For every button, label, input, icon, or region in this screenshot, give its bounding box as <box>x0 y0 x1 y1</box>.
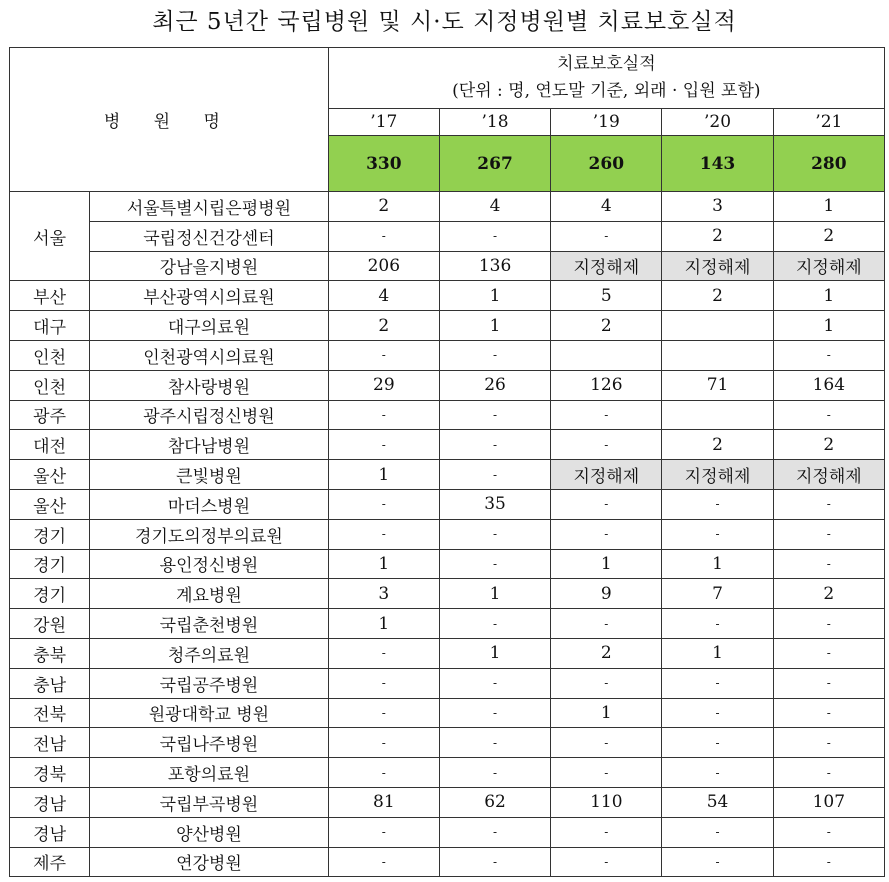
page-title: 최근 5년간 국립병원 및 시·도 지정병원별 치료보호실적 <box>152 9 737 35</box>
region-cell: 대구 <box>10 311 90 341</box>
region-cell: 부산 <box>10 281 90 311</box>
value-cell: 3 <box>662 192 773 222</box>
value-cell: - <box>551 400 662 430</box>
hospital-cell: 포항의료원 <box>90 758 329 788</box>
table-row <box>10 221 885 251</box>
hospital-cell: 참다남병원 <box>90 430 329 460</box>
value-cell: 4 <box>328 281 439 311</box>
table-row <box>10 609 885 639</box>
table-row <box>10 668 885 698</box>
table-row <box>10 251 885 281</box>
hospital-cell: 마더스병원 <box>90 489 329 519</box>
value-cell: - <box>328 519 439 549</box>
value-cell: 9 <box>551 579 662 609</box>
value-cell: - <box>773 609 884 639</box>
region-cell: 경남 <box>10 787 90 817</box>
hospital-name-header: 병 원 명 <box>10 48 329 192</box>
year-total: 330 <box>328 136 439 192</box>
hospital-cell: 용인정신병원 <box>90 549 329 579</box>
hospital-cell: 국립공주병원 <box>90 668 329 698</box>
value-cell: 2 <box>662 430 773 460</box>
region-cell: 광주 <box>10 400 90 430</box>
value-cell: - <box>662 698 773 728</box>
hospital-cell: 국립정신건강센터 <box>90 221 329 251</box>
table-row <box>10 817 885 847</box>
table-row <box>10 847 885 877</box>
value-cell: - <box>773 698 884 728</box>
value-cell: 1 <box>328 609 439 639</box>
value-cell: - <box>439 221 550 251</box>
value-cell: 지정해제 <box>551 251 662 281</box>
value-cell: - <box>439 549 550 579</box>
value-cell: 2 <box>328 192 439 222</box>
value-cell <box>551 340 662 370</box>
value-cell: - <box>662 519 773 549</box>
region-cell: 대전 <box>10 430 90 460</box>
value-cell: - <box>773 638 884 668</box>
value-cell: - <box>328 400 439 430</box>
value-cell: - <box>439 728 550 758</box>
table-row <box>10 787 885 817</box>
table-row <box>10 430 885 460</box>
region-cell: 전북 <box>10 698 90 728</box>
region-cell: 서울 <box>10 192 90 281</box>
year-header: ’20 <box>662 109 773 136</box>
region-cell: 충남 <box>10 668 90 698</box>
value-cell: 1 <box>439 281 550 311</box>
value-cell: - <box>773 400 884 430</box>
region-cell: 인천 <box>10 340 90 370</box>
value-cell: 지정해제 <box>551 460 662 490</box>
year-total: 280 <box>773 136 884 192</box>
hospital-cell: 국립부곡병원 <box>90 787 329 817</box>
value-cell: - <box>662 728 773 758</box>
table-row <box>10 400 885 430</box>
hospital-cell: 강남을지병원 <box>90 251 329 281</box>
value-cell: - <box>439 668 550 698</box>
region-cell: 경기 <box>10 519 90 549</box>
hospital-cell: 서울특별시립은평병원 <box>90 192 329 222</box>
value-cell: - <box>662 668 773 698</box>
hospital-cell: 계요병원 <box>90 579 329 609</box>
year-header: ’18 <box>439 109 550 136</box>
value-cell: - <box>328 340 439 370</box>
region-cell: 경기 <box>10 549 90 579</box>
value-cell: 35 <box>439 489 550 519</box>
value-cell: - <box>773 668 884 698</box>
value-cell: - <box>439 758 550 788</box>
value-cell: - <box>439 430 550 460</box>
value-cell: 26 <box>439 370 550 400</box>
value-cell: - <box>773 549 884 579</box>
value-cell <box>662 311 773 341</box>
region-cell: 울산 <box>10 460 90 490</box>
treatment-record-title: 치료보호실적 <box>557 54 656 74</box>
value-cell: 지정해제 <box>773 460 884 490</box>
value-cell: 1 <box>328 549 439 579</box>
region-cell: 인천 <box>10 370 90 400</box>
value-cell: - <box>439 519 550 549</box>
hospital-cell: 참사랑병원 <box>90 370 329 400</box>
region-cell: 경기 <box>10 579 90 609</box>
value-cell: - <box>773 489 884 519</box>
value-cell: - <box>662 489 773 519</box>
value-cell: 54 <box>662 787 773 817</box>
hospital-cell: 원광대학교 병원 <box>90 698 329 728</box>
hospital-cell: 국립춘천병원 <box>90 609 329 639</box>
value-cell: - <box>439 817 550 847</box>
value-cell: - <box>551 758 662 788</box>
value-cell: - <box>439 340 550 370</box>
value-cell: 1 <box>773 281 884 311</box>
value-cell: 71 <box>662 370 773 400</box>
value-cell: - <box>328 430 439 460</box>
value-cell: - <box>551 847 662 877</box>
value-cell: 4 <box>551 192 662 222</box>
value-cell: - <box>328 847 439 877</box>
value-cell: - <box>328 221 439 251</box>
treatment-record-table <box>9 47 885 877</box>
hospital-cell: 대구의료원 <box>90 311 329 341</box>
table-row <box>10 728 885 758</box>
table-row <box>10 340 885 370</box>
value-cell: 3 <box>328 579 439 609</box>
hospital-cell: 양산병원 <box>90 817 329 847</box>
region-cell: 전남 <box>10 728 90 758</box>
region-cell: 제주 <box>10 847 90 877</box>
table-row <box>10 519 885 549</box>
value-cell: 2 <box>328 311 439 341</box>
value-cell: - <box>328 489 439 519</box>
value-cell: 1 <box>439 638 550 668</box>
value-cell: 1 <box>773 192 884 222</box>
value-cell: - <box>439 609 550 639</box>
value-cell: - <box>551 668 662 698</box>
value-cell: 4 <box>439 192 550 222</box>
unit-note: (단위 : 명, 연도말 기준, 외래 · 입원 포함) <box>452 81 761 101</box>
value-cell: - <box>439 698 550 728</box>
value-cell: - <box>551 817 662 847</box>
value-cell: 지정해제 <box>662 460 773 490</box>
value-cell: 126 <box>551 370 662 400</box>
hospital-cell: 광주시립정신병원 <box>90 400 329 430</box>
table-row <box>10 281 885 311</box>
table-row <box>10 698 885 728</box>
value-cell: - <box>662 609 773 639</box>
value-cell: - <box>773 519 884 549</box>
value-cell: 107 <box>773 787 884 817</box>
value-cell: 164 <box>773 370 884 400</box>
region-cell: 충북 <box>10 638 90 668</box>
hospital-cell: 부산광역시의료원 <box>90 281 329 311</box>
table-row <box>10 311 885 341</box>
value-cell: 2 <box>662 221 773 251</box>
table-row <box>10 192 885 222</box>
value-cell: - <box>662 758 773 788</box>
table-row <box>10 758 885 788</box>
year-total: 267 <box>439 136 550 192</box>
hospital-cell: 큰빛병원 <box>90 460 329 490</box>
value-cell: - <box>773 847 884 877</box>
value-cell: - <box>328 668 439 698</box>
value-cell: - <box>662 817 773 847</box>
value-cell: - <box>328 728 439 758</box>
table-row <box>10 489 885 519</box>
value-cell: - <box>773 817 884 847</box>
value-cell: 2 <box>773 430 884 460</box>
value-cell: - <box>328 817 439 847</box>
table-row <box>10 370 885 400</box>
value-cell: - <box>551 728 662 758</box>
value-cell: - <box>328 758 439 788</box>
hospital-cell: 국립나주병원 <box>90 728 329 758</box>
value-cell: - <box>551 609 662 639</box>
hospital-cell: 청주의료원 <box>90 638 329 668</box>
year-total: 143 <box>662 136 773 192</box>
value-cell: 1 <box>439 579 550 609</box>
value-cell <box>662 340 773 370</box>
value-cell: 81 <box>328 787 439 817</box>
value-cell: - <box>439 847 550 877</box>
year-total: 260 <box>551 136 662 192</box>
table-row <box>10 579 885 609</box>
table-row <box>10 638 885 668</box>
value-cell: 29 <box>328 370 439 400</box>
value-cell: - <box>439 400 550 430</box>
value-cell: 1 <box>551 549 662 579</box>
value-cell: 지정해제 <box>662 251 773 281</box>
hospital-cell: 연강병원 <box>90 847 329 877</box>
value-cell: - <box>551 489 662 519</box>
value-cell: 110 <box>551 787 662 817</box>
value-cell: 206 <box>328 251 439 281</box>
value-cell: - <box>662 847 773 877</box>
table-row <box>10 549 885 579</box>
value-cell: 2 <box>551 311 662 341</box>
region-cell: 경남 <box>10 817 90 847</box>
value-cell: - <box>773 758 884 788</box>
value-cell: 1 <box>439 311 550 341</box>
value-cell: 7 <box>662 579 773 609</box>
region-cell: 강원 <box>10 609 90 639</box>
value-cell: - <box>439 460 550 490</box>
value-cell: 2 <box>773 221 884 251</box>
value-cell: - <box>551 221 662 251</box>
value-cell: 2 <box>662 281 773 311</box>
value-cell: 지정해제 <box>773 251 884 281</box>
value-cell: - <box>551 430 662 460</box>
value-cell: 136 <box>439 251 550 281</box>
value-cell: 5 <box>551 281 662 311</box>
value-cell: - <box>328 638 439 668</box>
value-cell: 1 <box>662 549 773 579</box>
year-header: ’17 <box>328 109 439 136</box>
value-cell: 1 <box>328 460 439 490</box>
value-cell: 2 <box>773 579 884 609</box>
hospital-cell: 인천광역시의료원 <box>90 340 329 370</box>
value-cell: 1 <box>662 638 773 668</box>
value-cell <box>662 400 773 430</box>
value-cell: 2 <box>551 638 662 668</box>
value-cell: - <box>773 728 884 758</box>
region-cell: 경북 <box>10 758 90 788</box>
value-cell: - <box>328 698 439 728</box>
year-header: ’21 <box>773 109 884 136</box>
region-cell: 울산 <box>10 489 90 519</box>
value-cell: 62 <box>439 787 550 817</box>
year-header: ’19 <box>551 109 662 136</box>
table-row <box>10 460 885 490</box>
value-cell: - <box>551 519 662 549</box>
value-cell: 1 <box>551 698 662 728</box>
treatment-record-header <box>328 48 884 109</box>
hospital-cell: 경기도의정부의료원 <box>90 519 329 549</box>
value-cell: - <box>773 340 884 370</box>
value-cell: 1 <box>773 311 884 341</box>
